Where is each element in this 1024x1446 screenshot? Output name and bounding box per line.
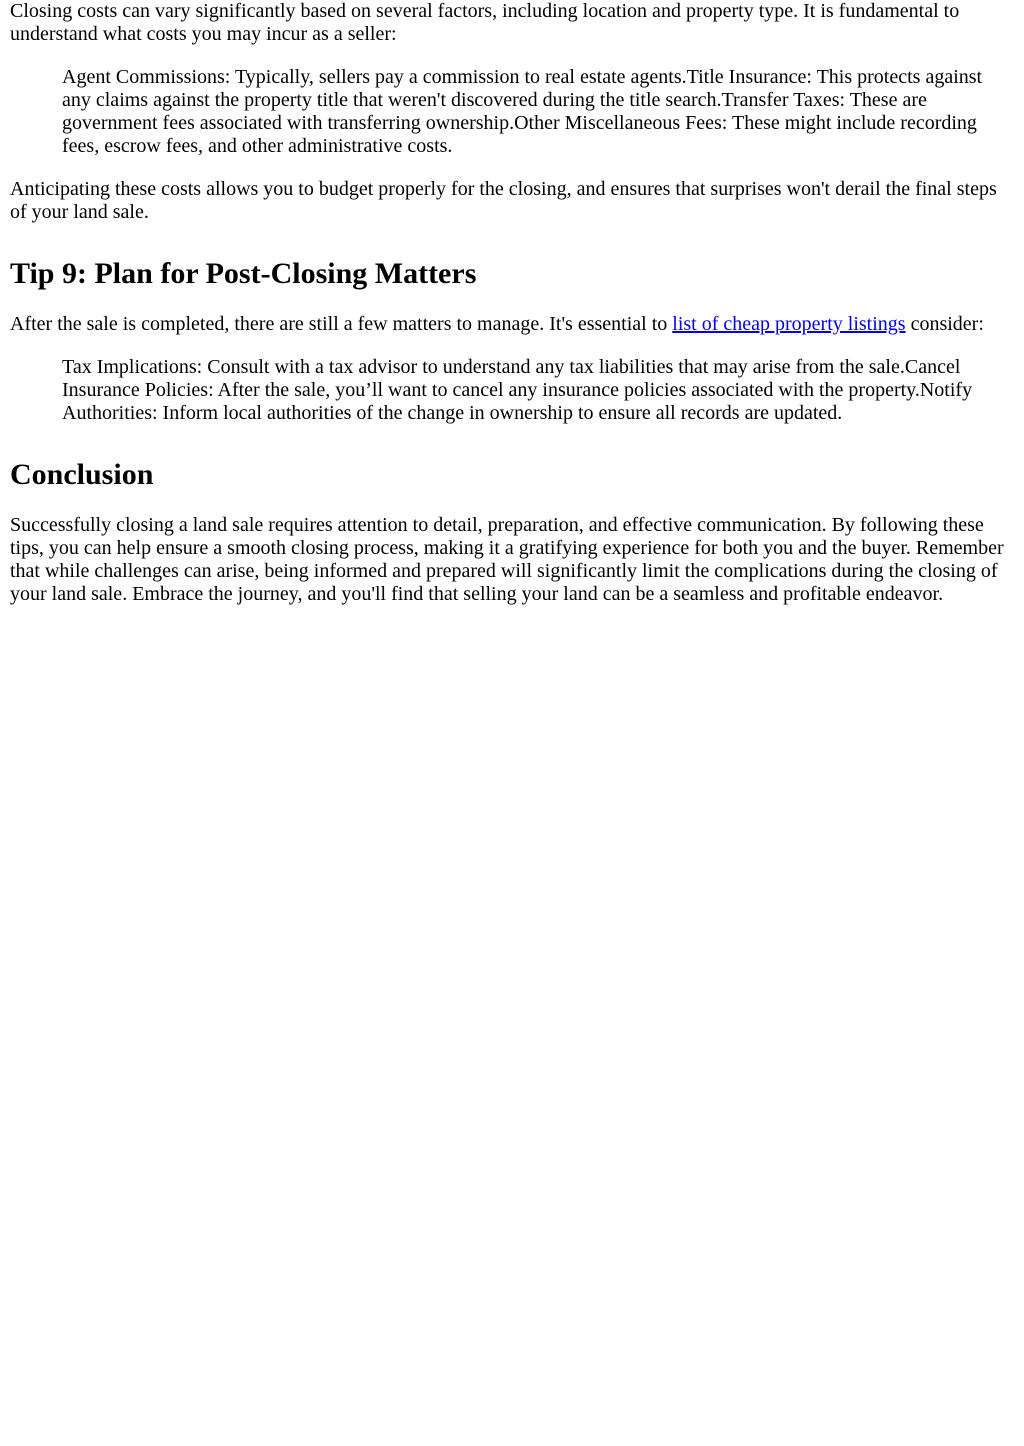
closing-costs-list-text: Agent Commissions: Typically, sellers pay a commission to real estate agents.Title Insurance: This protects against any claims against the property title that weren't discovered during the title search.Transfer Taxes: These are government fees associated with transferring ownership.Other Miscellaneous Fees: These might include recording fees, escrow fees, and other administrative costs. [62, 66, 983, 157]
closing-costs-list-quote [62, 66, 1014, 158]
article-body [10, 0, 1014, 606]
tip-9-heading: Tip 9: Plan for Post-Closing Matters [10, 257, 477, 290]
post-closing-list-text: Tax Implications: Consult with a tax advisor to understand any tax liabilities that may arise from the sale.Cancel Insurance Policies: After the sale, you’ll want to cancel any insurance policies associated with the property.Notify Authorities: Inform local authorities of the change in ownership to ensure all records are updated. [62, 356, 973, 424]
closing-costs-intro-paragraph: Closing costs can vary significantly based on several factors, including location and property type. It is fundamental to understand what costs you may incur as a seller: [10, 0, 960, 45]
post-closing-text-before-link: After the sale is completed, there are still a few matters to manage. It's essential to [10, 313, 673, 335]
conclusion-paragraph: Successfully closing a land sale requires attention to detail, preparation, and effective communication. By following these tips, you can help ensure a smooth closing process, making it a gratifying experience for both you and the buyer. Remember that while challenges can arise, being informed and prepared will significantly limit the complications during the closing of your land sale. Embrace the journey, and you'll find that selling your land can be a seamless and profitable endeavor. [10, 514, 1004, 605]
post-closing-text-after-link: consider: [905, 313, 984, 335]
anticipate-costs-paragraph: Anticipating these costs allows you to budget properly for the closing, and ensures that surprises won't derail the final steps of your land sale. [10, 178, 997, 223]
post-closing-paragraph [10, 313, 1014, 336]
conclusion-heading: Conclusion [10, 458, 154, 491]
post-closing-list-quote [62, 356, 1014, 425]
cheap-property-listings-link[interactable]: list of cheap property listings [672, 313, 906, 335]
